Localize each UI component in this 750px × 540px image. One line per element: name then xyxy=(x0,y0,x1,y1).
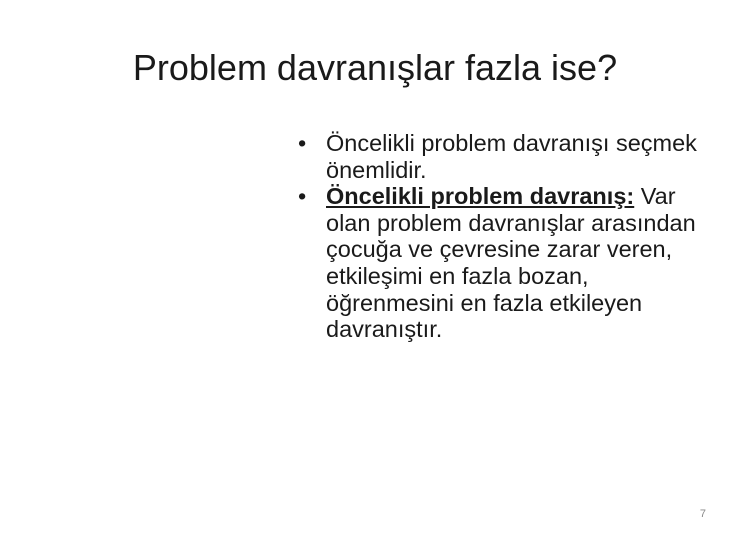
bullet-dot-icon: • xyxy=(298,130,307,156)
bullet-term: Öncelikli problem davranış: xyxy=(326,183,635,210)
bullet-text: Var olan problem davranışlar arasından çocuğa ve çevresine zarar veren, etkileşimi en fazla bozan, öğrenmesini en fazla etkileyen davranıştır. xyxy=(326,183,696,343)
bullet-dot-icon: • xyxy=(298,183,307,210)
slide-title: Problem davranışlar fazla ise? xyxy=(132,47,618,88)
bullet-list xyxy=(298,130,718,343)
bullet-text: Öncelikli problem davranışı seçmek önemlidir. xyxy=(326,130,697,183)
bullet-item xyxy=(298,183,718,343)
bullet-item xyxy=(298,130,718,183)
page-number: 7 xyxy=(699,508,706,520)
